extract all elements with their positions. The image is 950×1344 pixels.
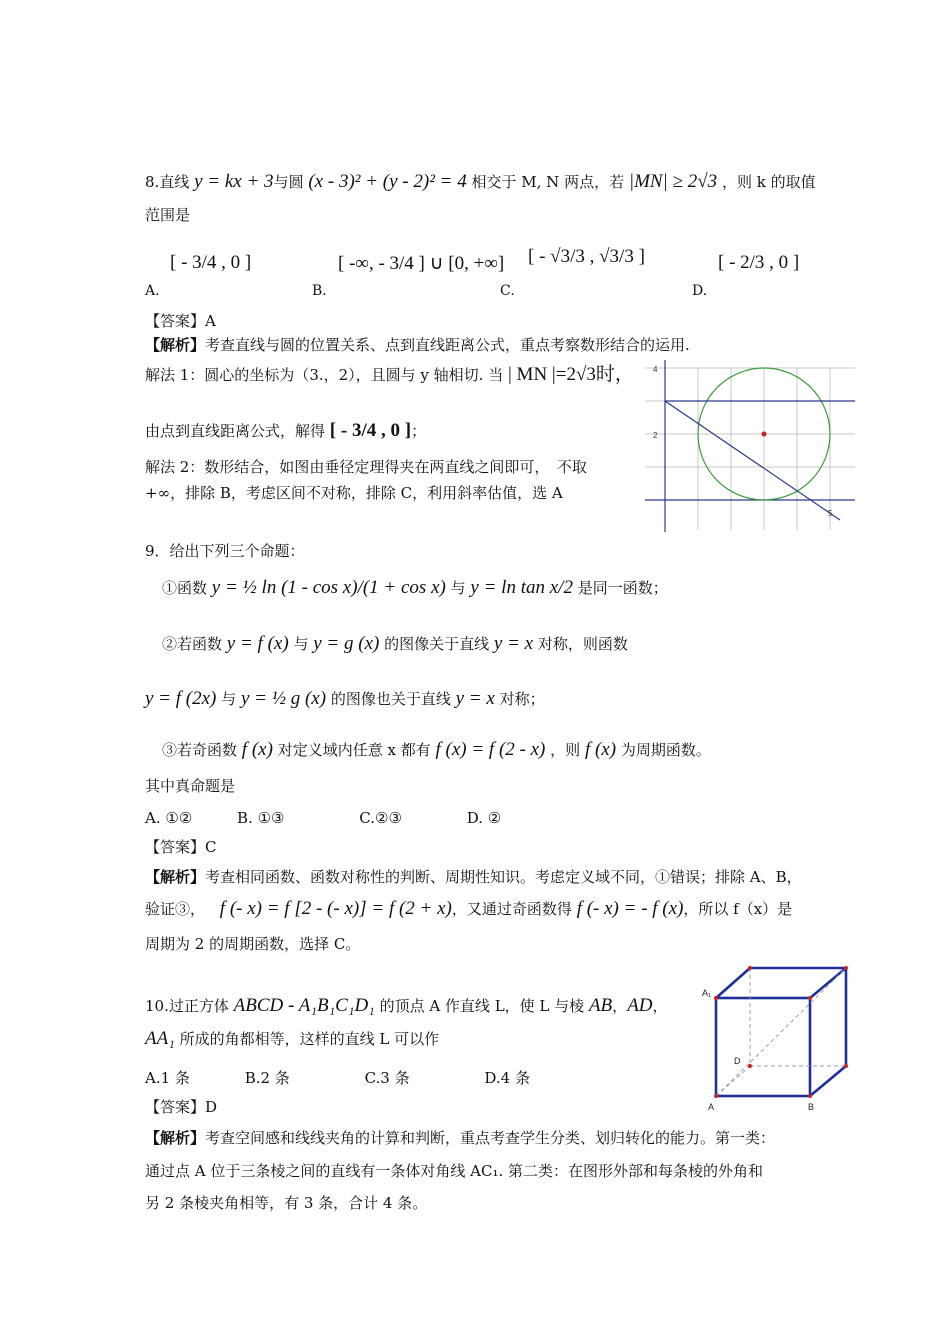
q9-prop2-b (145, 688, 545, 710)
q10-text-c: 所成的角都相等，这样的直线 L 可以作 (179, 1030, 440, 1048)
q9-option-a: A. ①② (145, 809, 193, 827)
q9-analysis-b2: ，又通过奇函数得 (451, 900, 572, 918)
q8-method1-end: ； (411, 422, 427, 440)
q9-prop3 (162, 739, 711, 761)
q9-analysis-eq1: f (- x) = f [2 - (- x)] = f (2 + x) (219, 898, 452, 919)
q10-options (145, 1067, 530, 1089)
cube-label-a: A (708, 1102, 715, 1112)
q8-option-d-label: D. (692, 283, 708, 299)
q10-stem-line1 (145, 995, 668, 1017)
q10-stem-line2 (145, 1028, 439, 1050)
q8-method1 (145, 364, 634, 386)
q8-option-a-content: [ - 3/4 , 0 ] (170, 252, 252, 273)
q9-p3-f2: f (x) (584, 739, 617, 760)
q10-answer: 【答案】D (145, 1098, 218, 1116)
q10-edge-aa1: AA₁ (145, 1028, 175, 1049)
q10-analysis (145, 1127, 775, 1149)
q10-solid: ABCD - A₁B₁C₁D₁ (233, 995, 375, 1016)
q8-text-a: 直线 (159, 173, 190, 191)
q9-p3-prefix: ③若奇函数 (162, 741, 238, 759)
q9-p2-line2: y = x (455, 688, 495, 709)
q8-number: 8. (145, 173, 160, 191)
q9-p2-b: 的图像关于直线 (384, 635, 490, 653)
q8-method1-b-text: 由点到直线距离公式，解得 (145, 422, 326, 440)
q9-stem (145, 540, 305, 562)
q8-circle-equation: (x - 3)² + (y - 2)² = 4 (308, 171, 467, 192)
q9-analysis (145, 866, 802, 888)
q8-condition: |MN| ≥ 2√3 (628, 171, 718, 192)
q8-method1-result: [ - 3/4 , 0 ] (329, 420, 412, 441)
q9-p2-c: 对称，则函数 (537, 635, 628, 653)
q8-option-d-content: [ - 2/3 , 0 ] (718, 252, 800, 273)
cube-label-a1: A₁ (702, 988, 712, 998)
q10-edge-ad: AD (627, 995, 653, 1016)
q8-method1-b (145, 420, 426, 442)
q9-p2-line: y = x (493, 633, 534, 654)
q9-p1-f: y = ½ ln (1 - cos x)/(1 + cos x) (211, 577, 446, 598)
q8-method2: 解法 2：数形结合，如图由垂径定理得夹在两直线之间即可， 不取 (145, 458, 587, 476)
q9-analysis-text: 考查相同函数、函数对称性的判断、周期性知识。考虑定义域不同，①错误；排除 A、B， (205, 868, 802, 886)
q10-number: 10. (145, 997, 169, 1015)
q8-analysis-text: 考查直线与圆的位置关系、点到直线距离公式，重点考察数形结合的运用. (205, 336, 690, 354)
q9-options (145, 807, 501, 829)
q8-option-b-content: [ -∞, - 3/4 ] ∪ [0, +∞] (338, 253, 505, 274)
q9-p2-g2: y = ½ g (x) (240, 688, 327, 709)
q8-text-d: ，则 k 的取值 (721, 173, 816, 191)
cube-label-d: D (734, 1056, 741, 1066)
q10-analysis-c: 另 2 条棱夹角相等，有 3 条，合计 4 条。 (145, 1194, 428, 1212)
q10-option-d: D.4 条 (484, 1069, 530, 1087)
q8-graph (645, 360, 860, 532)
q8-option-c-content: [ - √3/3 , √3/3 ] (528, 246, 645, 267)
q9-option-c: C.②③ (359, 809, 402, 827)
q9-number: 9． (145, 542, 170, 560)
graph-center-point (762, 432, 767, 437)
q9-option-d: D. ② (466, 809, 502, 827)
cube-hidden-edges (716, 968, 846, 1096)
q10-option-a: A.1 条 (145, 1069, 190, 1087)
graph-grid (645, 368, 855, 530)
q9-analysis-b (145, 898, 792, 920)
q10-option-b: B.2 条 (244, 1069, 290, 1087)
q9-p1-end: 是同一函数； (577, 579, 668, 597)
cube-label-b: B (808, 1102, 815, 1112)
q9-p3-eq: f (x) = f (2 - x) (435, 739, 546, 760)
q8-text-c: 相交于 M, N 两点，若 (471, 173, 625, 191)
q10-text-a: 过正方体 (168, 997, 229, 1015)
q9-answer: 【答案】C (145, 838, 217, 856)
q8-option-c-label: C. (500, 283, 515, 299)
graph-tick-4: 4 (653, 365, 658, 374)
q9-p2-prefix: ②若函数 (162, 635, 223, 653)
q10-edge-ab: AB (588, 995, 613, 1016)
q9-analysis-c: 周期为 2 的周期函数，选择 C。 (145, 935, 361, 953)
q9-p2-mid: 与 (293, 635, 309, 653)
q9-p2-f2: y = f (2x) (145, 688, 217, 709)
graph-tangent-line (665, 401, 840, 520)
q8-option-b-label: B. (312, 283, 327, 299)
q9-p2-f: y = f (x) (226, 633, 289, 654)
q8-answer: 【答案】A (145, 312, 216, 330)
q10-sep: ， (612, 997, 628, 1015)
q8-method1-text: 解法 1：圆心的坐标为（3.，2），且圆与 y 轴相切. 当 (145, 366, 504, 384)
q8-option-a-label: A. (145, 283, 160, 299)
q10-sep-2: ， (652, 997, 668, 1015)
q8-text-b: 与圆 (273, 173, 304, 191)
q8-analysis-head: 【解析】 (145, 336, 206, 354)
q8-line-equation: y = kx + 3 (194, 171, 274, 192)
q9-p3-f: f (x) (241, 739, 273, 760)
q9-analysis-eq2: f (- x) = - f (x) (576, 898, 684, 919)
q9-p2-g: y = g (x) (313, 633, 380, 654)
q9-p1-g: y = ln tan x/2 (470, 577, 573, 598)
q8-text-e: 范围是 (145, 206, 191, 224)
q10-cube-figure (700, 960, 860, 1115)
q10-text-b: 的顶点 A 作直线 L，使 L 与棱 (379, 997, 585, 1015)
q9-prop1 (162, 577, 668, 599)
q10-analysis-b: 通过点 A 位于三条棱之间的直线有一条体对角线 AC₁. 第二类：在图形外部和每条棱的外角和 (145, 1162, 763, 1180)
q9-option-b: B. ①③ (237, 809, 285, 827)
q8-method1-cond: | MN |=2√3时， (508, 364, 634, 385)
q9-p3-c: ，则 (550, 741, 581, 759)
q8-analysis (145, 334, 690, 356)
q9-text: 给出下列三个命题： (169, 542, 305, 560)
graph-tick-5: 5 (828, 509, 833, 518)
q9-p3-d: 为周期函数。 (620, 741, 711, 759)
q8-method2-b: +∞，排除 B，考虑区间不对称，排除 C，利用斜率估值，选 A (145, 484, 563, 502)
q9-analysis-b1: 验证③， (145, 900, 206, 918)
q9-question: 其中真命题是 (145, 777, 236, 795)
q10-analysis-text: 考查空间感和线线夹角的计算和判断，重点考查学生分类、划归转化的能力。第一类： (205, 1129, 776, 1147)
q9-p2-mid2: 与 (221, 690, 237, 708)
q9-analysis-b3: ，所以 f（x）是 (683, 900, 793, 918)
q9-p3-b: 对定义域内任意 x 都有 (277, 741, 431, 759)
q9-analysis-head: 【解析】 (145, 868, 206, 886)
q8-stem-line1 (145, 171, 816, 193)
graph-tick-2: 2 (653, 431, 658, 440)
q9-p2-e: 对称； (499, 690, 545, 708)
q10-analysis-head: 【解析】 (145, 1129, 206, 1147)
q10-option-c: C.3 条 (364, 1069, 410, 1087)
q9-p1-prefix: ①函数 (162, 579, 208, 597)
q9-p2-d: 的图像也关于直线 (330, 690, 451, 708)
q9-prop2 (162, 633, 628, 655)
q9-p1-mid: 与 (450, 579, 466, 597)
